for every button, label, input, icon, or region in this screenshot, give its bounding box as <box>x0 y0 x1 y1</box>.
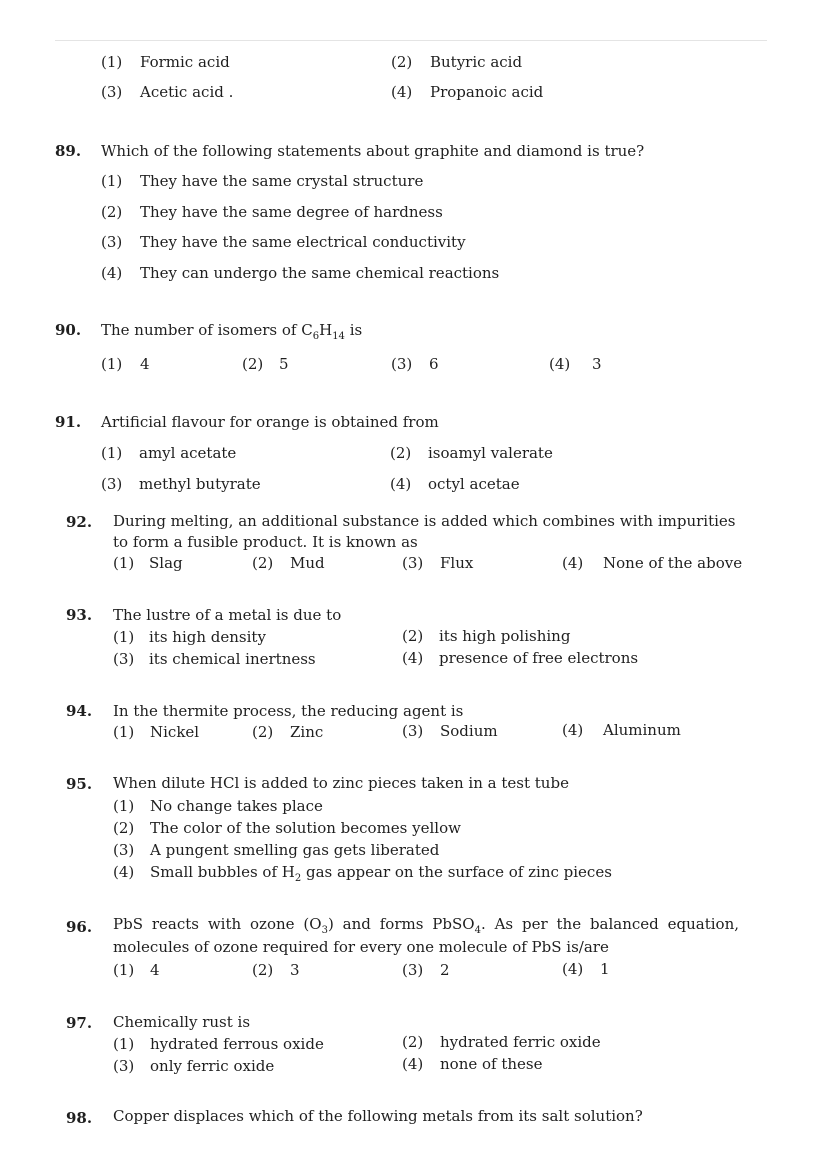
option-text: Aluminum <box>603 721 681 739</box>
option-number: (3) <box>402 961 424 979</box>
option-text: The color of the solution becomes yellow <box>150 819 461 837</box>
question-text-line2: molecules of ozone required for every one molecule of PbS is/are <box>113 938 609 956</box>
option-text: none of these <box>440 1055 543 1073</box>
option-text: Slag <box>149 554 183 572</box>
question-number: 90. <box>55 321 82 339</box>
option-text: its high polishing <box>439 627 571 645</box>
question-number: 95. <box>66 775 93 793</box>
option-text: They have the same crystal structure <box>140 172 424 190</box>
option-text: 1 <box>600 960 610 978</box>
option-text: They have the same electrical conductivity <box>140 233 466 251</box>
option-number: (2) <box>252 961 274 979</box>
option-text: 6 <box>429 355 439 373</box>
option-number: (4) <box>562 721 584 739</box>
option-text-part: Small bubbles of H <box>150 863 295 881</box>
option-number: (2) <box>113 819 135 837</box>
option-text-part: gas appear on the surface of zinc pieces <box>301 863 612 881</box>
question-number: 97. <box>66 1014 93 1032</box>
option-text <box>150 862 612 889</box>
option-number: (2) <box>242 355 264 373</box>
option-number: (4) <box>562 960 584 978</box>
option-text: Propanoic acid <box>430 83 544 101</box>
option-number: (4) <box>101 264 123 282</box>
question-text: Artificial flavour for orange is obtained from <box>101 413 439 431</box>
question-number: 91. <box>55 413 82 431</box>
subscript: 4 <box>474 925 481 936</box>
option-number: (2) <box>402 1033 424 1051</box>
option-number: (1) <box>113 961 135 979</box>
option-text: 3 <box>290 961 300 979</box>
option-number: (1) <box>101 53 123 71</box>
option-text: its chemical inertness <box>149 650 316 668</box>
option-number: (2) <box>391 53 413 71</box>
option-number: (1) <box>101 444 123 462</box>
question-text-part: is <box>344 321 363 339</box>
option-text: hydrated ferrous oxide <box>150 1035 324 1053</box>
option-number: (3) <box>113 1057 135 1075</box>
option-text: octyl acetae <box>428 475 520 493</box>
question-number: 94. <box>66 702 93 720</box>
option-text: Formic acid <box>140 53 230 71</box>
option-number: (4) <box>402 649 424 667</box>
question-text: When dilute HCl is added to zinc pieces taken in a test tube <box>113 774 569 792</box>
question-text <box>101 320 362 347</box>
option-text: 5 <box>279 355 289 373</box>
option-text: Mud <box>290 554 325 572</box>
option-text: Butyric acid <box>430 53 523 71</box>
option-text: Sodium <box>440 722 498 740</box>
question-text-part: ) and forms PbSO <box>327 915 475 933</box>
option-number: (2) <box>252 554 274 572</box>
question-text: During melting, an additional substance is added which combines with impurities to form a fusible product. It is known as <box>113 512 736 551</box>
option-number: (3) <box>113 650 135 668</box>
option-text: None of the above <box>603 554 743 572</box>
option-number: (4) <box>562 554 584 572</box>
option-number: (4) <box>390 475 412 493</box>
option-number: (4) <box>113 863 135 881</box>
subscript: 3 <box>321 925 328 936</box>
option-number: (3) <box>101 233 123 251</box>
option-number: (3) <box>402 554 424 572</box>
option-text: hydrated ferric oxide <box>440 1033 601 1051</box>
question-number: 98. <box>66 1109 93 1127</box>
option-text: Zinc <box>290 723 324 741</box>
question-number: 89. <box>55 142 82 160</box>
option-text: Nickel <box>150 723 200 741</box>
option-number: (4) <box>402 1055 424 1073</box>
option-number: (3) <box>402 722 424 740</box>
option-text: methyl butyrate <box>139 475 261 493</box>
option-text: They can undergo the same chemical reactions <box>140 264 500 282</box>
option-text: A pungent smelling gas gets liberated <box>150 841 440 859</box>
option-number: (2) <box>101 203 123 221</box>
option-number: (2) <box>390 444 412 462</box>
option-number: (3) <box>391 355 413 373</box>
option-text: 2 <box>440 961 450 979</box>
question-number: 93. <box>66 606 93 624</box>
question-text: Chemically rust is <box>113 1013 251 1031</box>
subscript: 6 <box>312 331 320 342</box>
question-text: Which of the following statements about graphite and diamond is true? <box>101 142 645 160</box>
option-number: (1) <box>101 355 123 373</box>
option-text: No change takes place <box>150 797 323 815</box>
question-text-part: H <box>319 321 333 339</box>
option-number: (1) <box>113 797 135 815</box>
option-number: (4) <box>391 83 413 101</box>
option-text: 4 <box>140 355 150 373</box>
option-text: They have the same degree of hardness <box>140 203 443 221</box>
option-number: (2) <box>402 627 424 645</box>
question-text-part: . As per the balanced equation, <box>480 915 740 933</box>
option-number: (1) <box>113 554 135 572</box>
option-number: (1) <box>113 723 135 741</box>
option-number: (2) <box>252 723 274 741</box>
question-number: 96. <box>66 918 93 936</box>
option-text: its high density <box>149 628 266 646</box>
question-text: In the thermite process, the reducing agent is <box>113 702 464 720</box>
option-number: (1) <box>113 628 135 646</box>
option-number: (1) <box>101 172 123 190</box>
subscript: 14 <box>332 331 345 342</box>
question-text-part: PbS reacts with ozone (O <box>113 915 322 933</box>
option-number: (3) <box>101 475 123 493</box>
option-text: 4 <box>150 961 160 979</box>
option-text: Flux <box>440 554 474 572</box>
option-text: 3 <box>592 355 602 373</box>
question-number: 92. <box>66 513 93 531</box>
option-text: isoamyl valerate <box>428 444 553 462</box>
question-text-part: The number of isomers of C <box>101 321 313 339</box>
option-number: (1) <box>113 1035 135 1053</box>
option-number: (3) <box>113 841 135 859</box>
question-text: The lustre of a metal is due to <box>113 606 342 624</box>
option-text: amyl acetate <box>139 444 237 462</box>
top-rule <box>55 40 767 41</box>
question-text: Copper displaces which of the following metals from its salt solution? <box>113 1107 643 1125</box>
option-number: (4) <box>549 355 571 373</box>
subscript: 2 <box>294 873 302 884</box>
option-text: presence of free electrons <box>439 649 639 667</box>
option-number: (3) <box>101 83 123 101</box>
option-text: Acetic acid . <box>140 83 234 101</box>
option-text: only ferric oxide <box>150 1057 275 1075</box>
